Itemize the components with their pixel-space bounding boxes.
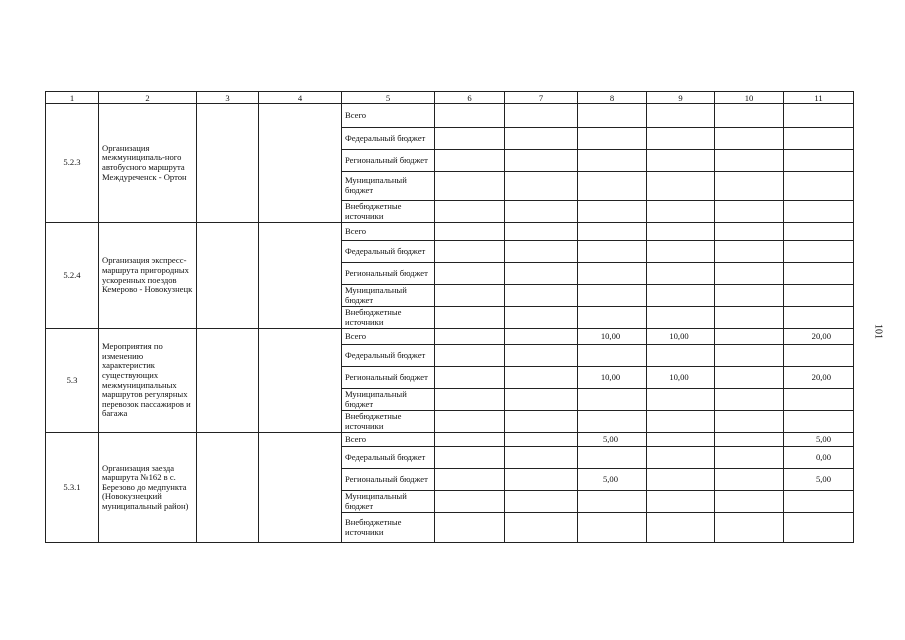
value-cell-c7 [505,411,578,433]
value-cell-c9 [647,433,715,447]
value-cell-c8 [578,150,647,172]
value-cell-c8 [578,345,647,367]
value-cell-c9 [647,223,715,241]
value-cell-c10 [715,172,784,201]
value-cell-c9 [647,150,715,172]
value-cell-c6 [435,285,505,307]
value-cell-c9 [647,241,715,263]
value-cell-c8 [578,241,647,263]
column-number: 5 [342,92,435,104]
funding-source: Региональный бюджет [342,263,435,285]
value-cell-c9: 10,00 [647,329,715,345]
value-cell-c11 [784,513,854,543]
funding-source: Внебюджетные источники [342,513,435,543]
value-cell-c9 [647,513,715,543]
budget-table [45,91,854,543]
value-cell-c9 [647,104,715,128]
column-4-cell [259,223,342,329]
value-cell-c6 [435,345,505,367]
item-code: 5.2.4 [46,223,99,329]
value-cell-c7 [505,285,578,307]
item-name: Мероприятия по изменению характеристик существующих межмуниципальных маршрутов регулярных перевозок пассажиров и багажа [99,329,197,433]
value-cell-c8 [578,447,647,469]
value-cell-c8 [578,263,647,285]
column-4-cell [259,329,342,433]
column-number: 8 [578,92,647,104]
column-3-cell [197,223,259,329]
value-cell-c10 [715,150,784,172]
value-cell-c8: 5,00 [578,433,647,447]
value-cell-c8 [578,223,647,241]
value-cell-c11 [784,345,854,367]
funding-source: Внебюджетные источники [342,411,435,433]
value-cell-c11 [784,223,854,241]
column-number: 1 [46,92,99,104]
value-cell-c7 [505,389,578,411]
value-cell-c11 [784,263,854,285]
value-cell-c8 [578,104,647,128]
value-cell-c7 [505,307,578,329]
value-cell-c6 [435,150,505,172]
value-cell-c7 [505,329,578,345]
column-number-row [46,92,854,104]
value-cell-c11 [784,491,854,513]
funding-source: Внебюджетные источники [342,307,435,329]
funding-source: Муниципальный бюджет [342,172,435,201]
value-cell-c6 [435,263,505,285]
column-4-cell [259,433,342,543]
table-row [46,104,854,128]
value-cell-c7 [505,172,578,201]
value-cell-c11 [784,128,854,150]
value-cell-c7 [505,345,578,367]
value-cell-c7 [505,513,578,543]
table-row [46,329,854,345]
value-cell-c10 [715,241,784,263]
column-3-cell [197,433,259,543]
value-cell-c11 [784,411,854,433]
value-cell-c11: 5,00 [784,433,854,447]
item-code: 5.2.3 [46,104,99,223]
value-cell-c7 [505,447,578,469]
value-cell-c7 [505,367,578,389]
item-name: Организация заезда маршрута №162 в с. Березово до медпункта (Новокузнецкий муниципальный район) [99,433,197,543]
value-cell-c8: 10,00 [578,367,647,389]
value-cell-c6 [435,223,505,241]
value-cell-c9 [647,128,715,150]
value-cell-c11 [784,285,854,307]
value-cell-c11 [784,104,854,128]
value-cell-c6 [435,469,505,491]
value-cell-c9 [647,285,715,307]
value-cell-c9 [647,307,715,329]
column-number: 6 [435,92,505,104]
value-cell-c11 [784,307,854,329]
value-cell-c7 [505,150,578,172]
value-cell-c7 [505,128,578,150]
value-cell-c8 [578,411,647,433]
item-code: 5.3 [46,329,99,433]
value-cell-c7 [505,201,578,223]
value-cell-c7 [505,469,578,491]
table-row [46,223,854,241]
value-cell-c9 [647,469,715,491]
column-number: 4 [259,92,342,104]
value-cell-c9: 10,00 [647,367,715,389]
value-cell-c10 [715,345,784,367]
value-cell-c9 [647,345,715,367]
value-cell-c10 [715,433,784,447]
funding-source: Федеральный бюджет [342,447,435,469]
funding-source: Федеральный бюджет [342,128,435,150]
value-cell-c8 [578,172,647,201]
funding-source: Федеральный бюджет [342,241,435,263]
funding-source: Всего [342,104,435,128]
value-cell-c9 [647,411,715,433]
column-number: 9 [647,92,715,104]
value-cell-c10 [715,201,784,223]
item-name: Организация межмуниципаль-ного автобусного маршрута Междуреченск - Ортон [99,104,197,223]
value-cell-c10 [715,329,784,345]
value-cell-c8 [578,513,647,543]
column-number: 11 [784,92,854,104]
item-name: Организация экспресс-маршрута пригородных ускоренных поездов Кемерово - Новокузнецк [99,223,197,329]
value-cell-c11: 20,00 [784,329,854,345]
value-cell-c6 [435,172,505,201]
value-cell-c11 [784,241,854,263]
value-cell-c8 [578,285,647,307]
funding-source: Региональный бюджет [342,469,435,491]
funding-source: Муниципальный бюджет [342,285,435,307]
value-cell-c7 [505,104,578,128]
value-cell-c11 [784,172,854,201]
value-cell-c10 [715,307,784,329]
value-cell-c10 [715,469,784,491]
page-number: 101 [872,324,884,339]
column-3-cell [197,104,259,223]
value-cell-c10 [715,223,784,241]
value-cell-c10 [715,389,784,411]
value-cell-c6 [435,201,505,223]
value-cell-c8: 5,00 [578,469,647,491]
item-code: 5.3.1 [46,433,99,543]
value-cell-c11: 20,00 [784,367,854,389]
value-cell-c6 [435,411,505,433]
value-cell-c11 [784,150,854,172]
value-cell-c10 [715,411,784,433]
value-cell-c11: 5,00 [784,469,854,491]
value-cell-c6 [435,307,505,329]
funding-source: Всего [342,329,435,345]
value-cell-c6 [435,241,505,263]
value-cell-c9 [647,201,715,223]
column-number: 3 [197,92,259,104]
value-cell-c6 [435,389,505,411]
value-cell-c10 [715,367,784,389]
value-cell-c10 [715,128,784,150]
column-4-cell [259,104,342,223]
value-cell-c11 [784,201,854,223]
value-cell-c10 [715,263,784,285]
funding-source: Муниципальный бюджет [342,491,435,513]
value-cell-c7 [505,223,578,241]
column-number: 10 [715,92,784,104]
value-cell-c8: 10,00 [578,329,647,345]
value-cell-c8 [578,128,647,150]
value-cell-c8 [578,491,647,513]
value-cell-c10 [715,104,784,128]
value-cell-c6 [435,513,505,543]
funding-source: Федеральный бюджет [342,345,435,367]
value-cell-c9 [647,491,715,513]
value-cell-c6 [435,491,505,513]
funding-source: Всего [342,433,435,447]
value-cell-c7 [505,241,578,263]
funding-source: Внебюджетные источники [342,201,435,223]
value-cell-c7 [505,433,578,447]
value-cell-c6 [435,367,505,389]
column-number: 2 [99,92,197,104]
column-3-cell [197,329,259,433]
value-cell-c9 [647,447,715,469]
value-cell-c6 [435,128,505,150]
value-cell-c6 [435,433,505,447]
value-cell-c6 [435,447,505,469]
value-cell-c9 [647,389,715,411]
value-cell-c9 [647,172,715,201]
value-cell-c9 [647,263,715,285]
value-cell-c11: 0,00 [784,447,854,469]
table-row [46,433,854,447]
value-cell-c10 [715,285,784,307]
value-cell-c7 [505,491,578,513]
value-cell-c10 [715,491,784,513]
value-cell-c8 [578,307,647,329]
funding-source: Региональный бюджет [342,367,435,389]
value-cell-c10 [715,447,784,469]
value-cell-c6 [435,329,505,345]
value-cell-c11 [784,389,854,411]
value-cell-c8 [578,389,647,411]
value-cell-c8 [578,201,647,223]
value-cell-c7 [505,263,578,285]
funding-source: Региональный бюджет [342,150,435,172]
column-number: 7 [505,92,578,104]
funding-source: Всего [342,223,435,241]
funding-source: Муниципальный бюджет [342,389,435,411]
value-cell-c10 [715,513,784,543]
value-cell-c6 [435,104,505,128]
